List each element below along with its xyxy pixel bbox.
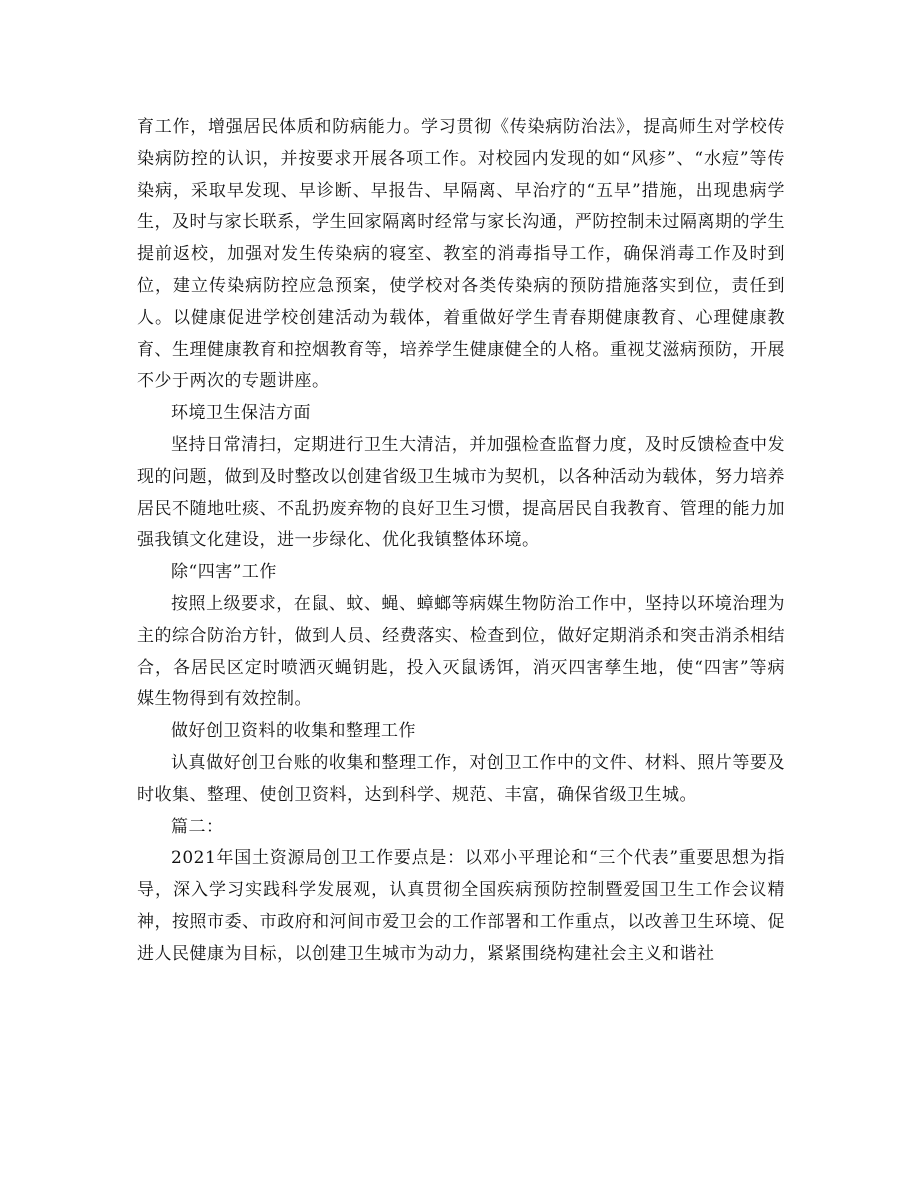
section-heading-four-pests: 除“四害”工作 [171, 562, 277, 583]
section-heading-environment: 环境卫生保洁方面 [171, 403, 311, 424]
document-body [137, 112, 785, 971]
paragraph-records: 认真做好创卫台账的收集和整理工作，对创卫工作中的文件、材料、照片等要及时收集、整理、使创卫资料，达到科学、规范、丰富，确保省级卫生城。 [137, 752, 785, 805]
paragraph-four-pests: 按照上级要求，在鼠、蚊、蝇、蟑螂等病媒生物防治工作中，坚持以环境治理为主的综合防治方针，做到人员、经费落实、检查到位，做好定期消杀和突击消杀相结合，各居民区定时喷洒灭蝇钥匙，投入灭鼠诱饵，消灭四害孳生地，使“四害”等病媒生物得到有效控制。 [137, 593, 785, 710]
section-heading-records: 做好创卫资料的收集和整理工作 [171, 721, 416, 742]
section-heading-part-two: 篇二： [171, 816, 224, 837]
paragraph-part-two: 2021年国土资源局创卫工作要点是：以邓小平理论和“三个代表”重要思想为指导，深入学习实践科学发展观，认真贯彻全国疾病预防控制暨爱国卫生工作会议精神，按照市委、市政府和河间市爱卫会的工作部署和工作重点，以改善卫生环境、促进人民健康为目标，以创建卫生城市为动力，紧紧围绕构建社会主义和谐社 [137, 848, 785, 964]
paragraph-continuation: 育工作，增强居民体质和防病能力。学习贯彻《传染病防治法》，提高师生对学校传染病防控的认识，并按要求开展各项工作。对校园内发现的如“风疹”、“水痘”等传染病，采取早发现、早诊断、早报告、早隔离、早治疗的“五早”措施，出现患病学生，及时与家长联系，学生回家隔离时经常与家长沟通，严防控制未过隔离期的学生提前返校，加强对发生传染病的寝室、教室的消毒指导工作，确保消毒工作及时到位，建立传染病防控应急预案，使学校对各类传染病的预防措施落实到位，责任到人。以健康促进学校创建活动为载体，着重做好学生青春期健康教育、心理健康教育、生理健康教育和控烟教育等，培养学生健康健全的人格。重视艾滋病预防，开展不少于两次的专题讲座。 [137, 117, 785, 392]
paragraph-environment: 坚持日常清扫，定期进行卫生大清洁，并加强检查监督力度，及时反馈检查中发现的问题，做到及时整改以创建省级卫生城市为契机，以各种活动为载体，努力培养居民不随地吐痰、不乱扔废弃物的良好卫生习惯，提高居民自我教育、管理的能力加强我镇文化建设，进一步绿化、优化我镇整体环境。 [137, 434, 785, 551]
